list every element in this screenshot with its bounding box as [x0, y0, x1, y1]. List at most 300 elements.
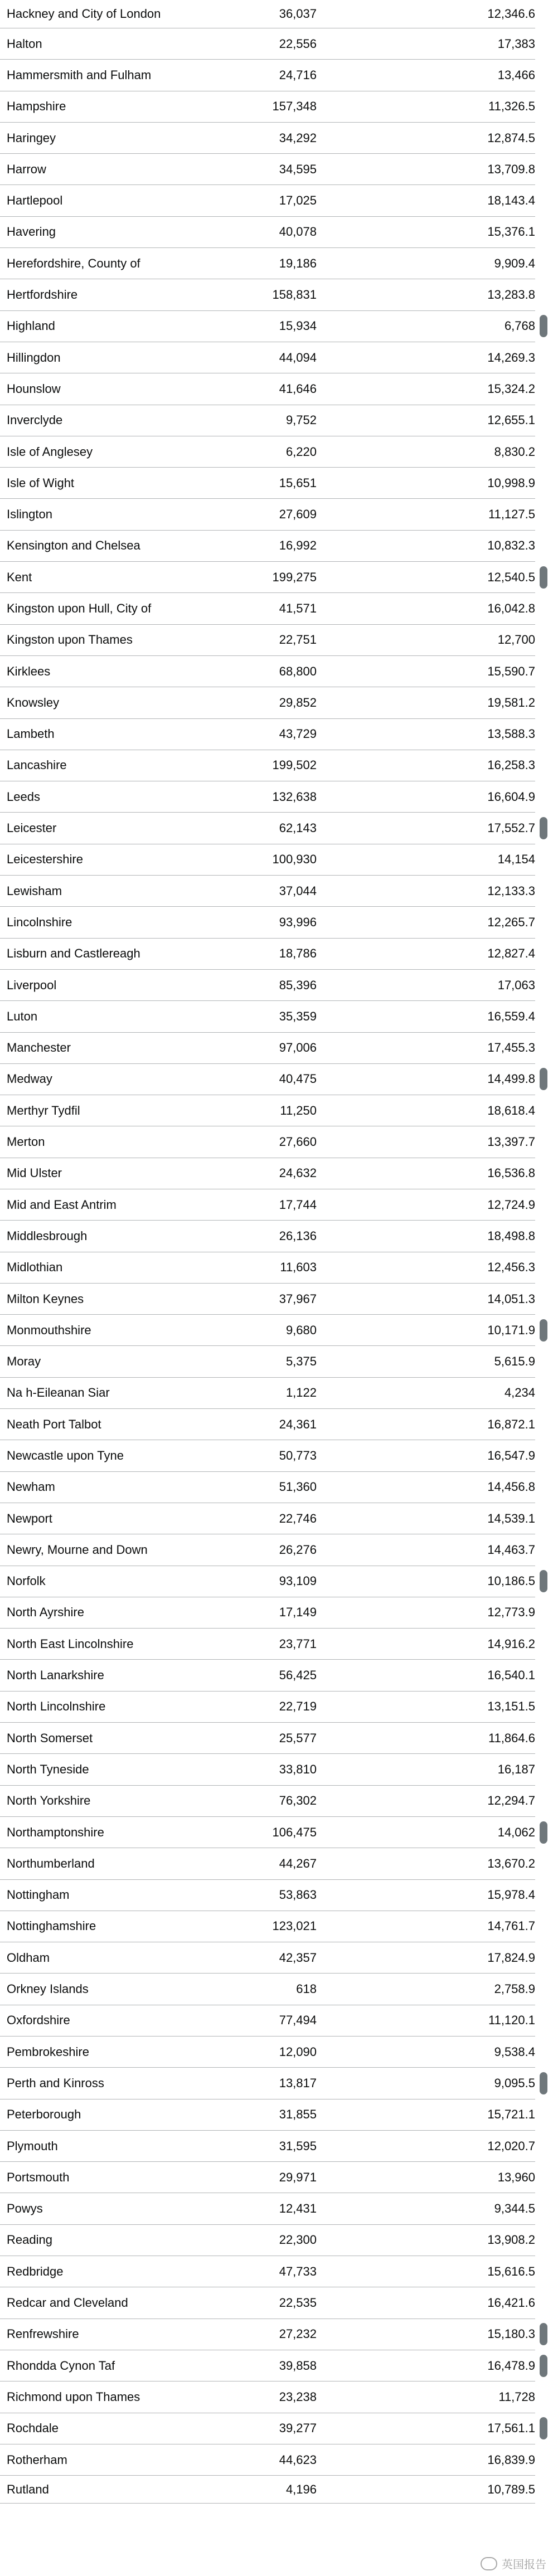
table-row: [0, 2287, 535, 2319]
area-name: Milton Keynes: [7, 1291, 84, 1306]
area-name: Islington: [7, 507, 52, 522]
table-row: [0, 1597, 535, 1629]
table-row: [0, 750, 535, 781]
rate-value: 4,234: [504, 1386, 535, 1400]
table-row: [0, 154, 535, 185]
table-row: [0, 1440, 535, 1471]
area-name: Hackney and City of London: [7, 7, 161, 21]
table-row: [0, 1064, 535, 1095]
area-name: Isle of Wight: [7, 475, 75, 490]
table-row: [0, 2193, 535, 2224]
table-row: [0, 1629, 535, 1660]
table-row: [0, 1126, 535, 1158]
area-name: Kingston upon Thames: [7, 633, 133, 647]
rate-value: 14,463.7: [487, 1542, 535, 1557]
population-value: 47,733: [279, 2264, 317, 2278]
population-value: 17,025: [279, 193, 317, 208]
area-name: North Lincolnshire: [7, 1699, 106, 1714]
rate-value: 14,456.8: [487, 1480, 535, 1494]
rate-value: 12,456.3: [487, 1260, 535, 1275]
table-row: [0, 2381, 535, 2413]
rate-value: 17,455.3: [487, 1041, 535, 1055]
area-name: Merthyr Tydfil: [7, 1103, 80, 1117]
table-row: [0, 1189, 535, 1221]
rate-value: 12,540.5: [487, 570, 535, 584]
population-value: 6,220: [285, 444, 317, 459]
population-value: 12,090: [279, 2044, 317, 2059]
scroll-indicator: [540, 315, 547, 337]
rate-value: 14,062: [497, 1825, 535, 1839]
rate-value: 13,670.2: [487, 1856, 535, 1870]
population-value: 1,122: [285, 1386, 317, 1400]
table-row: [0, 1158, 535, 1189]
population-value: 158,831: [272, 288, 317, 302]
population-value: 24,716: [279, 67, 317, 82]
rate-value: 18,618.4: [487, 1103, 535, 1117]
population-value: 53,863: [279, 1888, 317, 1902]
population-value: 37,044: [279, 883, 317, 898]
population-value: 31,595: [279, 2138, 317, 2153]
area-name: Oldham: [7, 1950, 50, 1965]
rate-value: 17,824.9: [487, 1950, 535, 1965]
rate-value: 18,143.4: [487, 193, 535, 208]
area-name: Inverclyde: [7, 413, 63, 427]
population-value: 29,852: [279, 695, 317, 709]
population-value: 19,186: [279, 256, 317, 270]
area-name: Rochdale: [7, 2421, 59, 2436]
rate-value: 14,499.8: [487, 1072, 535, 1086]
rate-value: 9,909.4: [494, 256, 535, 270]
rate-value: 12,133.3: [487, 883, 535, 898]
rate-value: 11,120.1: [488, 2013, 535, 2028]
rate-value: 12,700: [497, 633, 535, 647]
table-row: [0, 499, 535, 530]
rate-value: 14,154: [497, 852, 535, 867]
area-name: Isle of Anglesey: [7, 444, 93, 459]
area-name: Hammersmith and Fulham: [7, 67, 152, 82]
area-name: Portsmouth: [7, 2170, 70, 2184]
table-row: [0, 2162, 535, 2193]
rate-value: 16,559.4: [487, 1009, 535, 1023]
population-value: 39,858: [279, 2358, 317, 2373]
area-name: Hartlepool: [7, 193, 63, 208]
rate-value: 16,187: [497, 1762, 535, 1776]
area-name: Powys: [7, 2201, 43, 2216]
table-row: [0, 719, 535, 750]
rate-value: 5,615.9: [494, 1354, 535, 1369]
rate-value: 14,761.7: [487, 1919, 535, 1933]
scroll-indicator: [540, 1570, 547, 1592]
rate-value: 18,498.8: [487, 1228, 535, 1243]
population-value: 22,535: [279, 2296, 317, 2310]
population-value: 5,375: [285, 1354, 317, 1369]
table-row: [0, 1472, 535, 1503]
area-name: Medway: [7, 1072, 52, 1086]
table-row: [0, 939, 535, 970]
population-value: 33,810: [279, 1762, 317, 1776]
population-value: 199,275: [272, 570, 317, 584]
area-name: Lincolnshire: [7, 915, 72, 929]
scroll-indicator: [540, 817, 547, 839]
area-name: Monmouthshire: [7, 1323, 91, 1337]
population-value: 41,571: [279, 601, 317, 615]
rate-value: 9,095.5: [494, 2076, 535, 2090]
rate-value: 13,960: [497, 2170, 535, 2184]
rate-value: 17,383: [497, 36, 535, 51]
rate-value: 15,616.5: [487, 2264, 535, 2278]
rate-value: 16,536.8: [487, 1166, 535, 1180]
rate-value: 14,539.1: [487, 1511, 535, 1525]
table-row: [0, 656, 535, 687]
population-value: 15,934: [279, 319, 317, 333]
rate-value: 14,269.3: [487, 350, 535, 364]
area-name: North Somerset: [7, 1731, 93, 1745]
rate-value: 16,478.9: [487, 2358, 535, 2373]
population-value: 37,967: [279, 1291, 317, 1306]
population-value: 36,037: [279, 7, 317, 21]
area-name: Newham: [7, 1480, 55, 1494]
population-value: 17,149: [279, 1605, 317, 1620]
population-value: 23,771: [279, 1636, 317, 1651]
population-value: 22,719: [279, 1699, 317, 1714]
rate-value: 11,864.6: [488, 1731, 535, 1745]
table-row: [0, 2099, 535, 2131]
area-name: Havering: [7, 225, 56, 239]
population-value: 157,348: [272, 99, 317, 114]
watermark: [481, 2555, 546, 2572]
rate-value: 13,151.5: [487, 1699, 535, 1714]
table-row: [0, 248, 535, 279]
area-name: Rhondda Cynon Taf: [7, 2358, 115, 2373]
area-name: Hampshire: [7, 99, 66, 114]
area-name: Northumberland: [7, 1856, 95, 1870]
area-name: Plymouth: [7, 2138, 58, 2153]
population-value: 22,751: [279, 633, 317, 647]
population-value: 22,300: [279, 2233, 317, 2247]
rate-value: 15,978.4: [487, 1888, 535, 1902]
table-row: [0, 1880, 535, 1911]
population-value: 618: [296, 1982, 317, 1996]
population-value: 27,232: [279, 2327, 317, 2341]
rate-value: 16,547.9: [487, 1449, 535, 1462]
area-name: Midlothian: [7, 1260, 63, 1275]
rate-value: 12,020.7: [487, 2138, 535, 2153]
table-row: [0, 1911, 535, 1942]
population-value: 24,361: [279, 1417, 317, 1431]
scroll-indicator: [540, 2417, 547, 2439]
population-value: 68,800: [279, 664, 317, 678]
area-name: Norfolk: [7, 1574, 46, 1588]
rate-value: 16,421.6: [487, 2296, 535, 2310]
table-row: [0, 342, 535, 373]
area-name: North Tyneside: [7, 1762, 89, 1776]
area-name: Herefordshire, County of: [7, 256, 140, 270]
area-name: Moray: [7, 1354, 41, 1369]
rate-value: 9,344.5: [494, 2201, 535, 2216]
area-name: Highland: [7, 319, 55, 333]
population-value: 9,752: [285, 413, 317, 427]
table-row: [0, 2005, 535, 2037]
population-value: 22,556: [279, 36, 317, 51]
table-row: [0, 687, 535, 718]
population-value: 25,577: [279, 1731, 317, 1745]
area-name: Knowsley: [7, 695, 60, 709]
rate-value: 10,832.3: [487, 538, 535, 553]
area-name: Neath Port Talbot: [7, 1417, 101, 1431]
table-row: [0, 1095, 535, 1126]
table-row: [0, 1503, 535, 1534]
area-name: Leeds: [7, 789, 40, 804]
table-row: [0, 373, 535, 405]
rate-value: 12,265.7: [487, 915, 535, 929]
rate-value: 12,294.7: [487, 1794, 535, 1808]
area-name: Hounslow: [7, 381, 61, 396]
rate-value: 13,908.2: [487, 2233, 535, 2247]
area-name: Leicester: [7, 821, 57, 835]
population-value: 13,817: [279, 2076, 317, 2090]
area-name: North Ayrshire: [7, 1605, 84, 1620]
rate-value: 14,916.2: [487, 1636, 535, 1651]
rate-value: 6,768: [504, 319, 535, 333]
population-value: 40,475: [279, 1072, 317, 1086]
rate-value: 17,063: [497, 978, 535, 992]
rate-value: 10,186.5: [487, 1574, 535, 1588]
population-value: 15,651: [279, 475, 317, 490]
table-row: [0, 2413, 535, 2444]
area-name: Richmond upon Thames: [7, 2389, 140, 2404]
scroll-indicator: [540, 2355, 547, 2377]
population-value: 132,638: [272, 789, 317, 804]
rate-value: 12,874.5: [487, 130, 535, 145]
population-value: 43,729: [279, 727, 317, 741]
watermark-text: 英国报告: [502, 2559, 546, 2571]
area-name: Mid and East Antrim: [7, 1197, 117, 1212]
table-row: [0, 1974, 535, 2005]
table-row: [0, 813, 535, 844]
area-name: Hillingdon: [7, 350, 61, 364]
population-value: 62,143: [279, 821, 317, 835]
population-value: 26,276: [279, 1542, 317, 1557]
area-name: Kent: [7, 570, 32, 584]
area-name: Nottinghamshire: [7, 1919, 96, 1933]
area-name: Redcar and Cleveland: [7, 2296, 128, 2310]
population-value: 29,971: [279, 2170, 317, 2184]
area-name: North Lanarkshire: [7, 1668, 104, 1683]
population-value: 9,680: [285, 1323, 317, 1337]
rate-value: 12,773.9: [487, 1605, 535, 1620]
table-row: [0, 1566, 535, 1597]
scroll-indicator: [540, 566, 547, 589]
table-row: [0, 876, 535, 907]
table-row: [0, 1315, 535, 1346]
rate-value: 16,604.9: [487, 789, 535, 804]
area-name: Mid Ulster: [7, 1166, 62, 1180]
area-name: Manchester: [7, 1041, 71, 1055]
population-value: 27,609: [279, 507, 317, 522]
population-value: 77,494: [279, 2013, 317, 2028]
table-row: [0, 1033, 535, 1064]
area-name: Merton: [7, 1135, 45, 1149]
population-value: 51,360: [279, 1480, 317, 1494]
table-row: [0, 1221, 535, 1252]
rate-value: 13,588.3: [487, 727, 535, 741]
scroll-indicator: [540, 2323, 547, 2345]
rate-value: 13,397.7: [487, 1135, 535, 1149]
table-row: [0, 405, 535, 436]
scroll-indicator: [540, 1821, 547, 1844]
table-row: [0, 185, 535, 216]
rate-value: 16,872.1: [487, 1417, 535, 1431]
rate-value: 16,258.3: [487, 758, 535, 772]
rate-value: 12,724.9: [487, 1197, 535, 1212]
population-value: 11,603: [280, 1260, 317, 1275]
area-name: Lancashire: [7, 758, 67, 772]
rate-value: 13,466: [497, 67, 535, 82]
area-name: North Yorkshire: [7, 1794, 91, 1808]
table-row: [0, 1378, 535, 1409]
area-name: Orkney Islands: [7, 1982, 89, 1996]
area-name: Kingston upon Hull, City of: [7, 601, 152, 615]
table-row: [0, 217, 535, 248]
table-row: [0, 844, 535, 876]
population-value: 42,357: [279, 1950, 317, 1965]
table-row: [0, 468, 535, 499]
population-value: 27,660: [279, 1135, 317, 1149]
rate-value: 12,346.6: [487, 7, 535, 21]
rate-value: 11,127.5: [488, 507, 535, 522]
table-row: [0, 2476, 535, 2504]
table-row: [0, 1723, 535, 1754]
area-name: Halton: [7, 36, 42, 51]
table-row: [0, 311, 535, 342]
table-row: [0, 2131, 535, 2162]
area-name: Northamptonshire: [7, 1825, 104, 1839]
population-value: 50,773: [279, 1449, 317, 1462]
area-name: Nottingham: [7, 1888, 70, 1902]
area-name: Hertfordshire: [7, 288, 78, 302]
population-value: 24,632: [279, 1166, 317, 1180]
area-name: Rutland: [7, 2482, 49, 2496]
table-row: [0, 970, 535, 1001]
table-row: [0, 1754, 535, 1785]
rate-value: 16,042.8: [487, 601, 535, 615]
table-row: [0, 531, 535, 562]
rate-value: 11,728: [498, 2389, 535, 2404]
population-value: 199,502: [272, 758, 317, 772]
table-row: [0, 28, 535, 60]
rate-value: 17,561.1: [487, 2421, 535, 2436]
population-value: 22,746: [279, 1511, 317, 1525]
rate-value: 15,376.1: [487, 225, 535, 239]
population-value: 123,021: [272, 1919, 317, 1933]
table-row: [0, 91, 535, 123]
rate-value: 15,324.2: [487, 381, 535, 396]
table-row: [0, 1346, 535, 1377]
table-row: [0, 1786, 535, 1817]
table-row: [0, 781, 535, 813]
population-value: 41,646: [279, 381, 317, 396]
area-name: Newcastle upon Tyne: [7, 1449, 124, 1462]
area-name: Newport: [7, 1511, 52, 1525]
area-name: Redbridge: [7, 2264, 64, 2278]
population-value: 106,475: [272, 1825, 317, 1839]
table-row: [0, 1660, 535, 1691]
wechat-icon: [481, 2557, 497, 2570]
population-value: 31,855: [279, 2107, 317, 2122]
population-value: 18,786: [279, 946, 317, 961]
table-row: [0, 2068, 535, 2099]
population-value: 16,992: [279, 538, 317, 553]
area-name: Pembrokeshire: [7, 2044, 89, 2059]
area-name: Leicestershire: [7, 852, 83, 867]
table-row: [0, 1409, 535, 1440]
rate-value: 13,709.8: [487, 162, 535, 176]
table-row: [0, 1284, 535, 1315]
rate-value: 16,839.9: [487, 2452, 535, 2467]
rate-value: 15,721.1: [487, 2107, 535, 2122]
rate-value: 19,581.2: [487, 695, 535, 709]
scroll-indicator: [540, 1319, 547, 1342]
area-name: Lisburn and Castlereagh: [7, 946, 140, 961]
area-name: Haringey: [7, 130, 56, 145]
population-value: 34,292: [279, 130, 317, 145]
area-name: Harrow: [7, 162, 46, 176]
table-row: [0, 2037, 535, 2068]
population-value: 44,623: [279, 2452, 317, 2467]
area-name: Peterborough: [7, 2107, 81, 2122]
table-row: [0, 0, 535, 28]
population-value: 17,744: [279, 1197, 317, 1212]
population-value: 44,267: [279, 1856, 317, 1870]
table-row: [0, 2319, 535, 2350]
rate-value: 10,171.9: [487, 1323, 535, 1337]
rate-value: 12,655.1: [487, 413, 535, 427]
table-row: [0, 279, 535, 310]
table-row: [0, 1001, 535, 1032]
table-row: [0, 593, 535, 624]
rate-value: 8,830.2: [494, 444, 535, 459]
area-name: Middlesbrough: [7, 1228, 88, 1243]
rate-value: 12,827.4: [487, 946, 535, 961]
table-row: [0, 907, 535, 938]
rate-value: 15,590.7: [487, 664, 535, 678]
area-name: Renfrewshire: [7, 2327, 79, 2341]
rate-value: 14,051.3: [487, 1291, 535, 1306]
population-value: 100,930: [272, 852, 317, 867]
rate-value: 9,538.4: [494, 2044, 535, 2059]
table-row: [0, 2256, 535, 2287]
population-value: 97,006: [279, 1041, 317, 1055]
population-value: 23,238: [279, 2389, 317, 2404]
population-value: 85,396: [279, 978, 317, 992]
population-value: 56,425: [279, 1668, 317, 1683]
population-value: 39,277: [279, 2421, 317, 2436]
population-value: 26,136: [279, 1228, 317, 1243]
population-value: 76,302: [279, 1794, 317, 1808]
table-row: [0, 1252, 535, 1284]
area-name: Perth and Kinross: [7, 2076, 104, 2090]
population-value: 12,431: [279, 2201, 317, 2216]
rate-value: 13,283.8: [487, 288, 535, 302]
rate-value: 17,552.7: [487, 821, 535, 835]
area-name: Na h-Eileanan Siar: [7, 1386, 110, 1400]
table-row: [0, 625, 535, 656]
population-value: 35,359: [279, 1009, 317, 1023]
table-row: [0, 1692, 535, 1723]
area-name: Lambeth: [7, 727, 55, 741]
population-value: 40,078: [279, 225, 317, 239]
table-row: [0, 1942, 535, 1974]
